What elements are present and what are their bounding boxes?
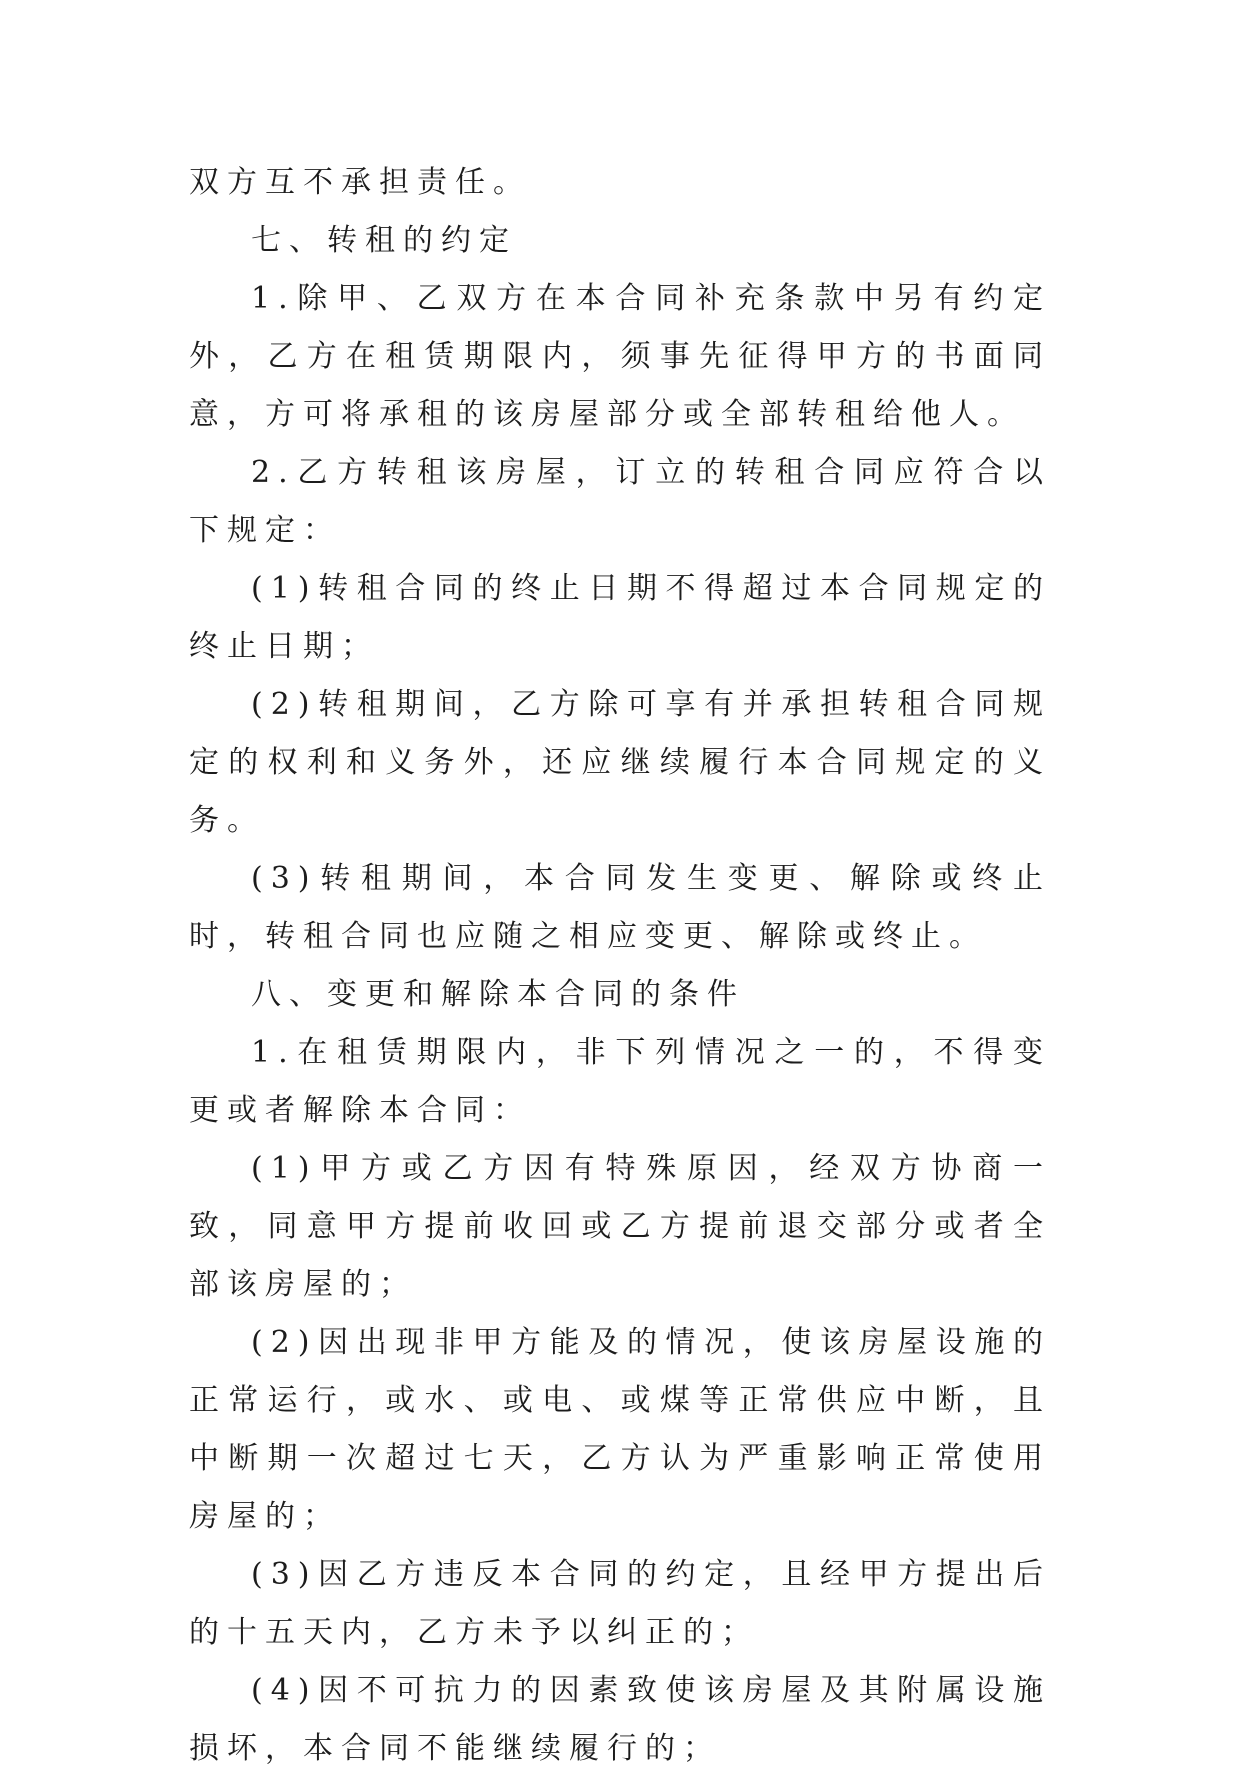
clause-7-1: 1.除甲、乙双方在本合同补充条款中另有约定外，乙方在租赁期限内，须事先征得甲方的书面同意，方可将承租的该房屋部分或全部转租给他人。 <box>189 281 1051 432</box>
clause-7-2-item-1: (1)转租合同的终止日期不得超过本合同规定的终止日期； <box>189 571 1051 664</box>
clause-7-2: 2.乙方转租该房屋，订立的转租合同应符合以下规定： <box>189 455 1051 548</box>
clause-8-1: 1.在租赁期限内，非下列情况之一的，不得变更或者解除本合同： <box>189 1035 1051 1128</box>
paragraph-continuation: 双方互不承担责任。 <box>189 165 531 200</box>
section-heading-termination: 八、变更和解除本合同的条件 <box>251 977 745 1012</box>
clause-8-1-item-3: (3)因乙方违反本合同的约定，且经甲方提出后的十五天内，乙方未予以纠正的； <box>189 1557 1051 1650</box>
clause-7-2-item-3: (3)转租期间，本合同发生变更、解除或终止时，转租合同也应随之相应变更、解除或终止。 <box>189 861 1051 954</box>
document-body <box>189 154 1051 1778</box>
section-heading-sublease: 七、转租的约定 <box>251 223 517 258</box>
clause-7-2-item-2: (2)转租期间，乙方除可享有并承担转租合同规定的权利和义务外，还应继续履行本合同规定的义务。 <box>189 687 1051 838</box>
clause-8-1-item-4: (4)因不可抗力的因素致使该房屋及其附属设施损坏，本合同不能继续履行的； <box>189 1673 1051 1766</box>
clause-8-1-item-1: (1)甲方或乙方因有特殊原因，经双方协商一致，同意甲方提前收回或乙方提前退交部分或者全部该房屋的； <box>189 1151 1051 1302</box>
clause-8-1-item-2: (2)因出现非甲方能及的情况，使该房屋设施的正常运行，或水、或电、或煤等正常供应中断，且中断期一次超过七天，乙方认为严重影响正常使用房屋的； <box>189 1325 1051 1534</box>
